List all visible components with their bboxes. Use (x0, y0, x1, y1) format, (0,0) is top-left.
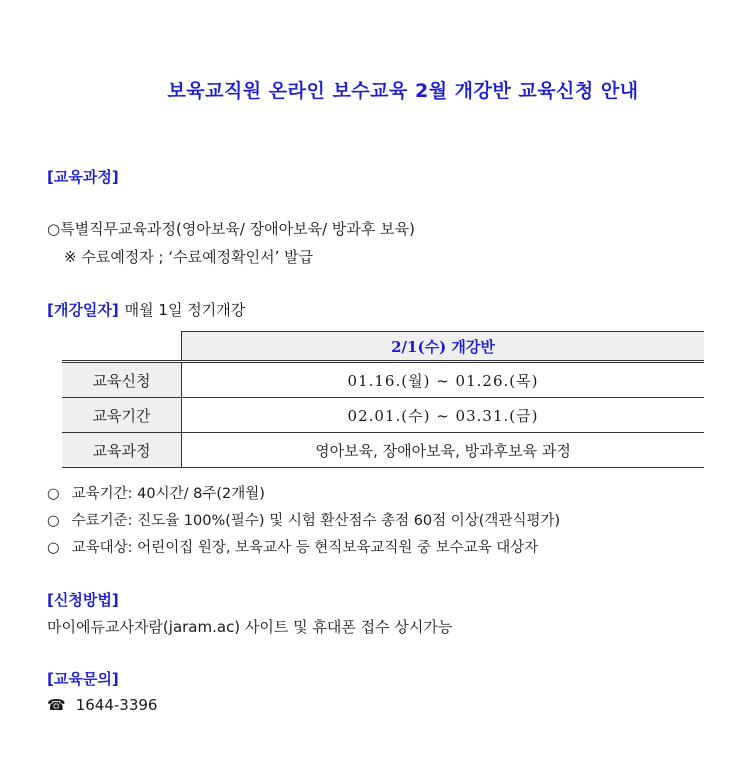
opening-text: 매월 1일 정기개강 (124, 301, 246, 319)
table-row (62, 398, 704, 433)
detail-text: 교육기간: 40시간/ 8주(2개월) (71, 486, 265, 502)
detail-line (47, 509, 560, 530)
schedule-header-blank (62, 332, 182, 362)
row-label: 교육기간 (62, 398, 182, 433)
detail-line (47, 536, 538, 557)
row-value: 영아보육, 장애아보육, 방과후보육 과정 (182, 433, 705, 468)
table-row (62, 362, 704, 398)
row-value: 01.16.(월) ~ 01.26.(목) (182, 362, 705, 398)
opening-date-line (47, 299, 245, 320)
bullet-circle-icon: ○ (47, 540, 60, 556)
row-value: 02.01.(수) ~ 03.31.(금) (182, 398, 705, 433)
bullet-circle-icon: ○ (47, 513, 60, 529)
course-heading: [교육과정] (47, 168, 119, 186)
inquiry-heading: [교육문의] (47, 670, 119, 688)
schedule-header-row (62, 332, 704, 362)
completion-note: ※ 수료예정자 ; ‘수료예정확인서’ 발급 (64, 248, 314, 266)
phone-number: 1644-3396 (75, 696, 158, 714)
schedule-table (62, 331, 704, 468)
schedule-header: 2/1(수) 개강반 (182, 332, 705, 362)
detail-text: 수료기준: 진도율 100%(필수) 및 시험 환산점수 총점 60점 이상(객관식평가) (71, 513, 561, 529)
course-list-line: ○특별직무교육과정(영아보육/ 장애아보육/ 방과후 보육) (47, 220, 415, 238)
opening-heading: [개강일자] (47, 301, 119, 319)
row-label: 교육과정 (62, 433, 182, 468)
detail-text: 교육대상: 어린이집 원장, 보육교사 등 현직보육교직원 중 보수교육 대상자 (71, 540, 539, 556)
telephone-icon: ☎ (47, 696, 66, 714)
phone-line (47, 696, 157, 714)
detail-line (47, 482, 265, 503)
apply-text: 마이에듀교사자람(jaram.ac) 사이트 및 휴대폰 접수 상시가능 (47, 618, 453, 636)
page-title: 보육교직원 온라인 보수교육 2월 개강반 교육신청 안내 (167, 80, 639, 102)
table-row (62, 433, 704, 468)
row-label: 교육신청 (62, 362, 182, 398)
bullet-circle-icon: ○ (47, 486, 60, 502)
apply-heading: [신청방법] (47, 591, 119, 609)
